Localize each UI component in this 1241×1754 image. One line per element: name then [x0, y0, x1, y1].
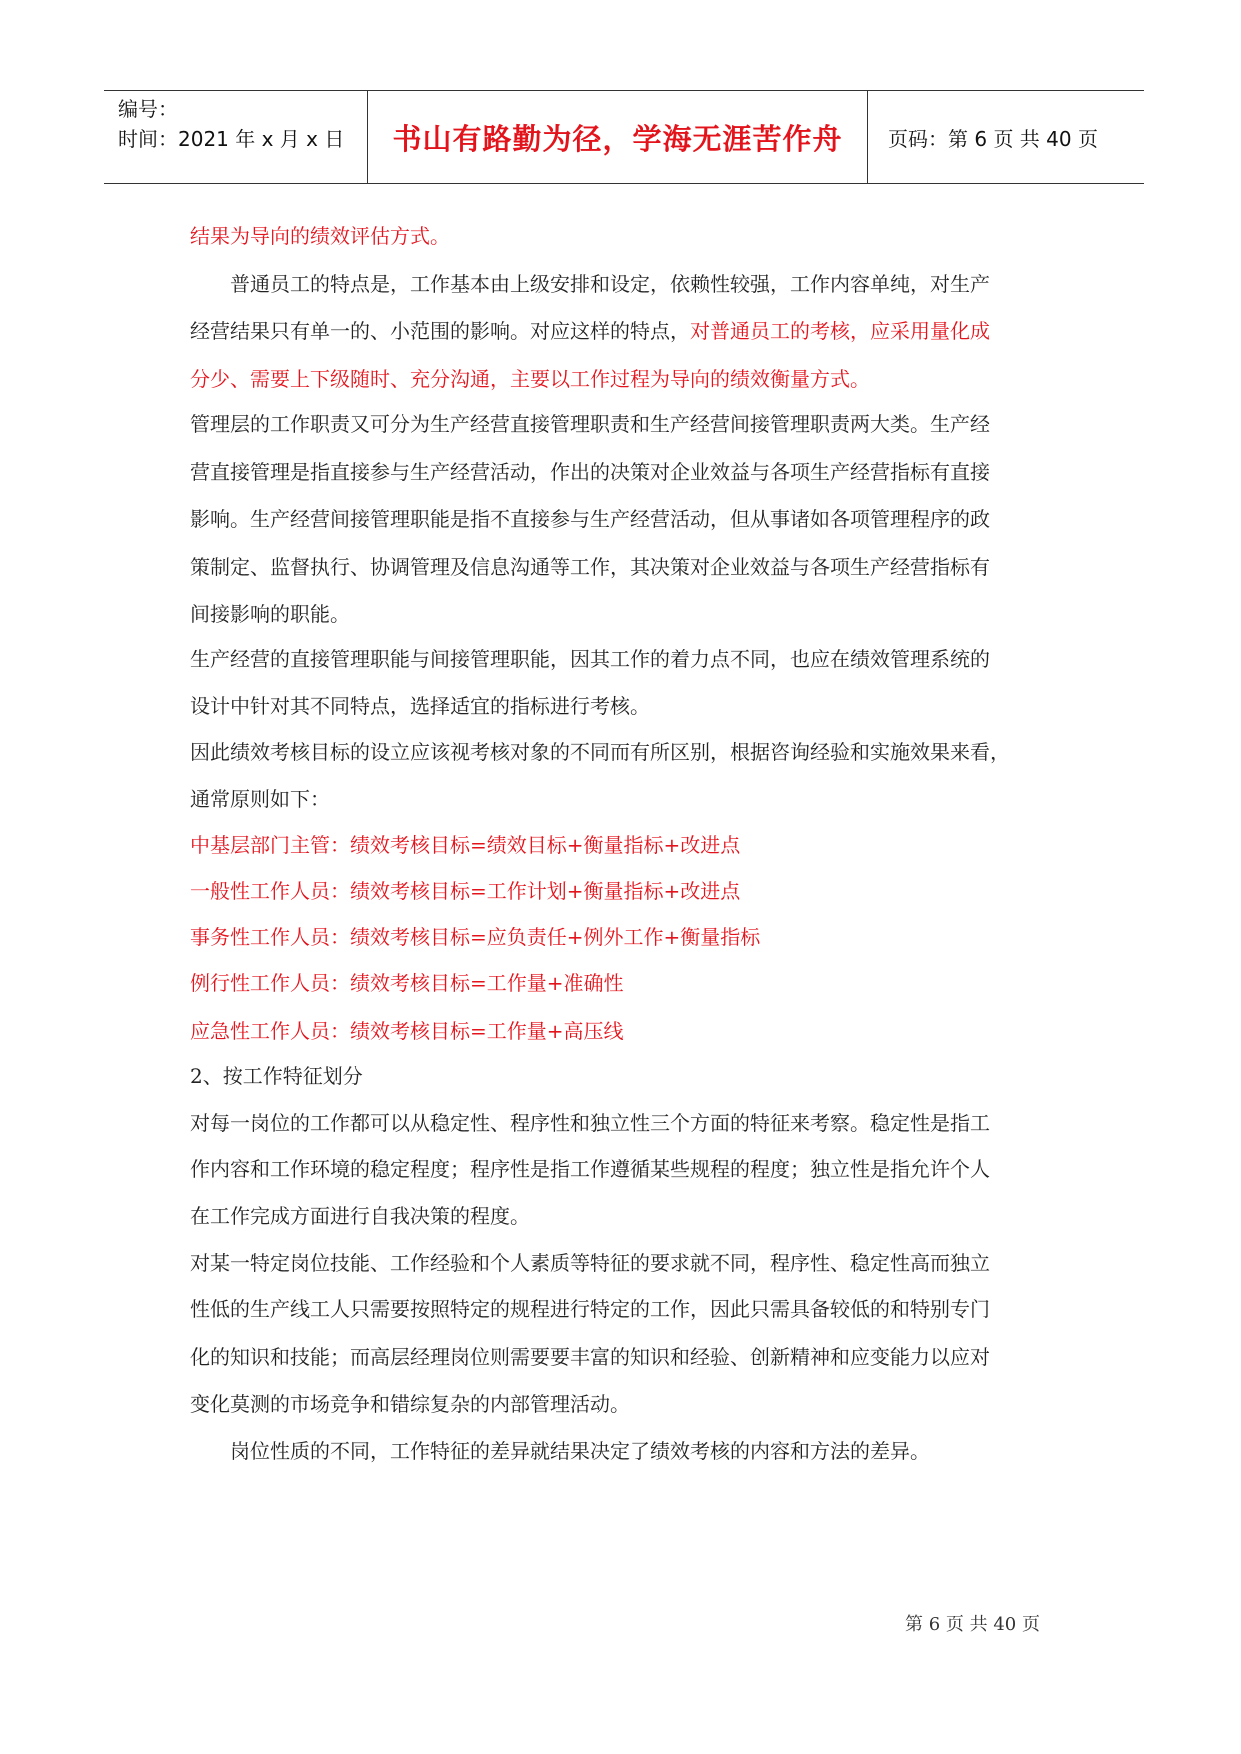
- document-time: 时间：2021 年 x 月 x 日: [118, 127, 345, 151]
- body-line: [190, 783, 330, 812]
- body-line-text: 影响。生产经营间接管理职能是指不直接参与生产经营活动，但从事诸如各项管理程序的政: [190, 507, 990, 531]
- page-footer: 第 6 页 共 40 页: [905, 1614, 1040, 1635]
- body-line: [190, 551, 990, 580]
- body-line: [190, 1107, 990, 1136]
- body-line: [190, 503, 990, 532]
- body-line: [190, 408, 990, 437]
- body-line: [190, 268, 990, 297]
- body-line-text: 结果为导向的绩效评估方式。: [190, 224, 450, 248]
- body-line-text: 事务性工作人员：绩效考核目标=应负责任+例外工作+衡量指标: [190, 925, 761, 949]
- body-line-text: 对某一特定岗位技能、工作经验和个人素质等特征的要求就不同，程序性、稳定性高而独立: [190, 1251, 990, 1275]
- body-line-text: 通常原则如下：: [190, 787, 330, 811]
- body-line-text: 策制定、监督执行、协调管理及信息沟通等工作，其决策对企业效益与各项生产经营指标有: [190, 555, 990, 579]
- body-line: [190, 736, 1010, 765]
- body-line-text: 岗位性质的不同，工作特征的差异就结果决定了绩效考核的内容和方法的差异。: [190, 1439, 930, 1463]
- body-line: [190, 1015, 624, 1044]
- body-line: [190, 967, 624, 996]
- body-line-text: 普通员工的特点是，工作基本由上级安排和设定，依赖性较强，工作内容单纯，对生产: [190, 272, 990, 296]
- body-line: [190, 1388, 630, 1417]
- body-line: [190, 1341, 990, 1370]
- body-line-text: 例行性工作人员：绩效考核目标=工作量+准确性: [190, 971, 624, 995]
- body-line: [190, 315, 990, 344]
- body-line: [190, 598, 350, 627]
- body-line: [190, 643, 990, 672]
- body-line-text: 一般性工作人员：绩效考核目标=工作计划+衡量指标+改进点: [190, 879, 741, 903]
- body-line: [190, 1435, 930, 1464]
- header-page-code: 页码：第 6 页 共 40 页: [888, 126, 1098, 151]
- page-header: [104, 90, 1144, 184]
- body-line-text: 经营结果只有单一的、小范围的影响。对应这样的特点，: [190, 319, 690, 343]
- body-line: [190, 690, 650, 719]
- body-line: [190, 220, 450, 249]
- body-line-text: 在工作完成方面进行自我决策的程度。: [190, 1204, 530, 1228]
- header-motto: 书山有路勤为径，学海无涯苦作舟: [368, 91, 868, 183]
- body-line: [190, 1153, 990, 1182]
- body-line-text: 因此绩效考核目标的设立应该视考核对象的不同而有所区别，根据咨询经验和实施效果来看，: [190, 740, 1010, 764]
- body-line-text: 作内容和工作环境的稳定程度；程序性是指工作遵循某些规程的程度；独立性是指允许个人: [190, 1157, 990, 1181]
- body-line-text: 性低的生产线工人只需要按照特定的规程进行特定的工作，因此只需具备较低的和特别专门: [190, 1297, 990, 1321]
- body-line-text: 2、按工作特征划分: [190, 1064, 363, 1088]
- body-line: [190, 363, 870, 392]
- body-line-text: 对每一岗位的工作都可以从稳定性、程序性和独立性三个方面的特征来考察。稳定性是指工: [190, 1111, 990, 1135]
- body-line: [190, 1247, 990, 1276]
- body-line: [190, 921, 760, 950]
- body-line-text: 应急性工作人员：绩效考核目标=工作量+高压线: [190, 1019, 624, 1043]
- header-info-cell: [104, 91, 368, 183]
- document-number-label: 编号：: [118, 97, 178, 121]
- body-line-highlight: 对普通员工的考核，应采用量化成: [690, 319, 990, 343]
- body-line: [190, 875, 740, 904]
- body-line: [190, 1293, 990, 1322]
- body-line-text: 管理层的工作职责又可分为生产经营直接管理职责和生产经营间接管理职责两大类。生产经: [190, 412, 990, 436]
- body-line-text: 分少、需要上下级随时、充分沟通，主要以工作过程为导向的绩效衡量方式。: [190, 367, 870, 391]
- body-line: [190, 1060, 363, 1089]
- body-line-text: 营直接管理是指直接参与生产经营活动，作出的决策对企业效益与各项生产经营指标有直接: [190, 460, 990, 484]
- body-line-text: 中基层部门主管：绩效考核目标=绩效目标+衡量指标+改进点: [190, 833, 741, 857]
- body-line: [190, 456, 990, 485]
- body-line-text: 设计中针对其不同特点，选择适宜的指标进行考核。: [190, 694, 650, 718]
- body-line-text: 生产经营的直接管理职能与间接管理职能，因其工作的着力点不同，也应在绩效管理系统的: [190, 647, 990, 671]
- body-line: [190, 1200, 530, 1229]
- body-line-text: 间接影响的职能。: [190, 602, 350, 626]
- body-line: [190, 829, 740, 858]
- body-line-text: 化的知识和技能；而高层经理岗位则需要要丰富的知识和经验、创新精神和应变能力以应对: [190, 1345, 990, 1369]
- body-line-text: 变化莫测的市场竞争和错综复杂的内部管理活动。: [190, 1392, 630, 1416]
